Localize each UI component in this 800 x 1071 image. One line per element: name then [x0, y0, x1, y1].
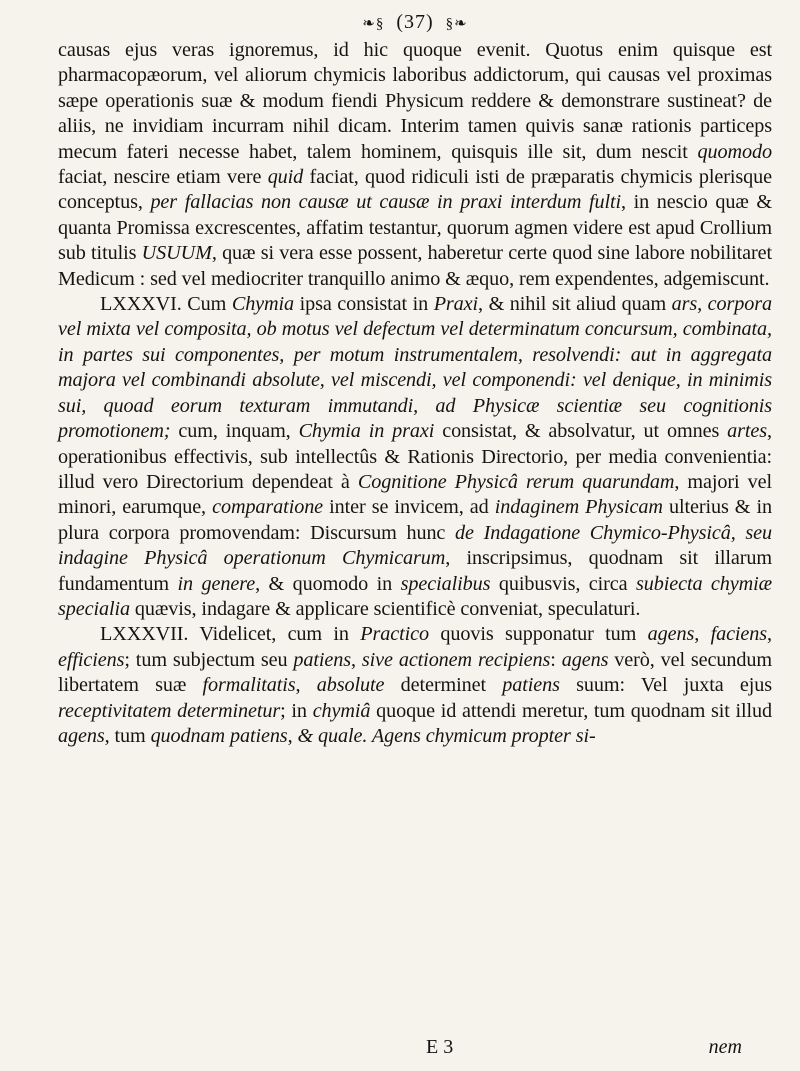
text-segment: LXXXVII. Videlicet, cum in: [100, 623, 361, 646]
text-segment: ,: [694, 623, 711, 646]
signature-mark: E 3: [426, 1036, 454, 1058]
page-footer: [58, 1034, 772, 1060]
text-segment: ,: [287, 724, 298, 747]
italic-text: in genere: [177, 572, 256, 595]
italic-text: Chymia in praxi: [298, 420, 435, 443]
italic-text: quodnam patiens: [150, 724, 288, 747]
text-segment: LXXXVI. Cum: [100, 293, 232, 316]
text-segment: quoque id attendi meretur, tum quodnam sit illud: [370, 699, 773, 722]
text-segment: , majori vel minori, earumque,: [58, 470, 772, 519]
paragraph: [58, 292, 772, 622]
text-segment: causas ejus veras ignoremus, id hic quoque evenit. Quotus enim quisque est pharmacopæorum, vel aliorum chymicis laboribus addictorum, qui causas vel proximas sæpe operationis suæ & modum fiendi Physicum reddere & demonstrare sustineat? de aliis, ne invidiam incurram nihil dicam. Interim tamen quivis sanæ rationis particeps mecum fateri necesse habet, talem hominem, quisquis ille sit, dum nescit: [58, 39, 772, 163]
text-segment: quovis supponatur tum: [429, 623, 648, 646]
text-segment: verò, vel secundum libertatem suæ: [58, 648, 772, 697]
ornament-left: ❧§: [362, 16, 385, 32]
italic-text: quid: [267, 166, 304, 189]
italic-text: USUUM: [141, 242, 212, 265]
page-number: (37): [396, 11, 434, 33]
italic-text: per fallacias non causæ ut causæ in praxi interdum fulti: [150, 191, 621, 214]
italic-text: chymiâ: [312, 699, 371, 722]
text-segment: ulterius & in plura corpora promovendam: Discursum hunc: [58, 496, 772, 544]
italic-text: & quale. Agens chymicum propter si-: [297, 724, 596, 747]
text-segment: ; in: [280, 699, 313, 722]
italic-text: ars, corpora vel mixta vel composita, ob motus vel defectum vel determinatum concursum, combinata, in partes sui componentes, per motum instrumentalem, resolvendi: aut in aggregata majora vel combinandi absolute, vel miscendi, vel componendi: vel denique, in minimis sui, quoad eorum texturam immutandi, ad Physicæ scientiæ seu cognitionis promotionem;: [58, 293, 772, 443]
italic-text: sive actionem recipiens: [361, 648, 551, 671]
text-segment: consistat, & absolvatur, ut omnes: [434, 420, 728, 443]
text-segment: , inscripsimus, quodnam sit illarum fundamentum: [58, 547, 772, 595]
italic-text: artes: [727, 420, 768, 443]
italic-text: Praxi: [433, 293, 479, 316]
italic-text: agens: [647, 623, 695, 646]
text-segment: inter se invicem, ad: [323, 496, 495, 519]
catchword: nem: [708, 1036, 742, 1058]
text-segment: suum: Vel juxta ejus: [559, 674, 772, 697]
paragraph: [58, 38, 772, 292]
text-segment: , & nihil sit aliud quam: [478, 293, 672, 316]
italic-text: faciens: [710, 623, 768, 646]
italic-text: subiecta chymiæ specialia: [58, 572, 772, 620]
text-segment: , & quomodo in: [255, 572, 401, 595]
text-segment: , in nescio quæ & quanta Promissa excrescentes, affatim testantur, quorum agmen videre est apud Crollium sub titulis: [58, 191, 772, 265]
italic-text: agens: [58, 724, 105, 747]
italic-text: Chymia: [231, 293, 295, 316]
text-segment: ,: [767, 623, 772, 646]
paragraph: [58, 622, 772, 749]
text-segment: cum, inquam,: [170, 420, 299, 443]
text-segment: , operationibus effectivis, sub intellectûs & Rationis Directorio, per media convenientia: illud vero Directorium dependeat à: [58, 420, 772, 493]
italic-text: formalitatis: [202, 674, 296, 697]
italic-text: absolute: [316, 674, 385, 697]
text-segment: , tum: [104, 724, 151, 747]
ornament-right: §❧: [445, 16, 468, 32]
italic-text: Practico: [360, 623, 430, 646]
text-segment: ipsa consistat in: [294, 293, 434, 316]
text-segment: :: [550, 648, 562, 671]
italic-text: receptivitatem determinetur: [58, 699, 281, 722]
running-head: [58, 6, 772, 38]
italic-text: agens: [561, 648, 609, 671]
italic-text: specialibus: [400, 572, 491, 595]
text-segment: ,: [351, 648, 362, 671]
italic-text: indaginem Physicam: [494, 496, 663, 519]
text-segment: quævis, indagare & applicare scientificè conveniat, speculaturi.: [129, 597, 641, 620]
text-body: [58, 38, 772, 749]
text-segment: ,: [295, 674, 317, 697]
text-segment: quibusvis, circa: [490, 572, 636, 595]
text-segment: determinet: [384, 674, 503, 697]
italic-text: Cognitione Physicâ rerum quarundam: [357, 470, 675, 493]
text-segment: faciat, quod ridiculi isti de præparatis chymicis plerisque conceptus,: [58, 166, 772, 214]
italic-text: patiens: [502, 674, 560, 697]
text-segment: faciat, nescire etiam vere: [58, 166, 268, 189]
italic-text: comparatione: [212, 496, 324, 519]
text-segment: ; tum subjectum seu: [124, 648, 294, 671]
italic-text: de Indagatione Chymico-Physicâ, seu indagine Physicâ operationum Chymicarum: [58, 521, 772, 570]
italic-text: patiens: [293, 648, 352, 671]
text-segment: , quæ si vera esse possent, haberetur certe quod sine labore nobilitaret Medicum : sed vel mediocriter tranquillo animo & æquo, rem expendentes, adgemiscunt.: [58, 242, 772, 290]
italic-text: efficiens: [58, 648, 125, 671]
italic-text: quomodo: [697, 140, 772, 163]
